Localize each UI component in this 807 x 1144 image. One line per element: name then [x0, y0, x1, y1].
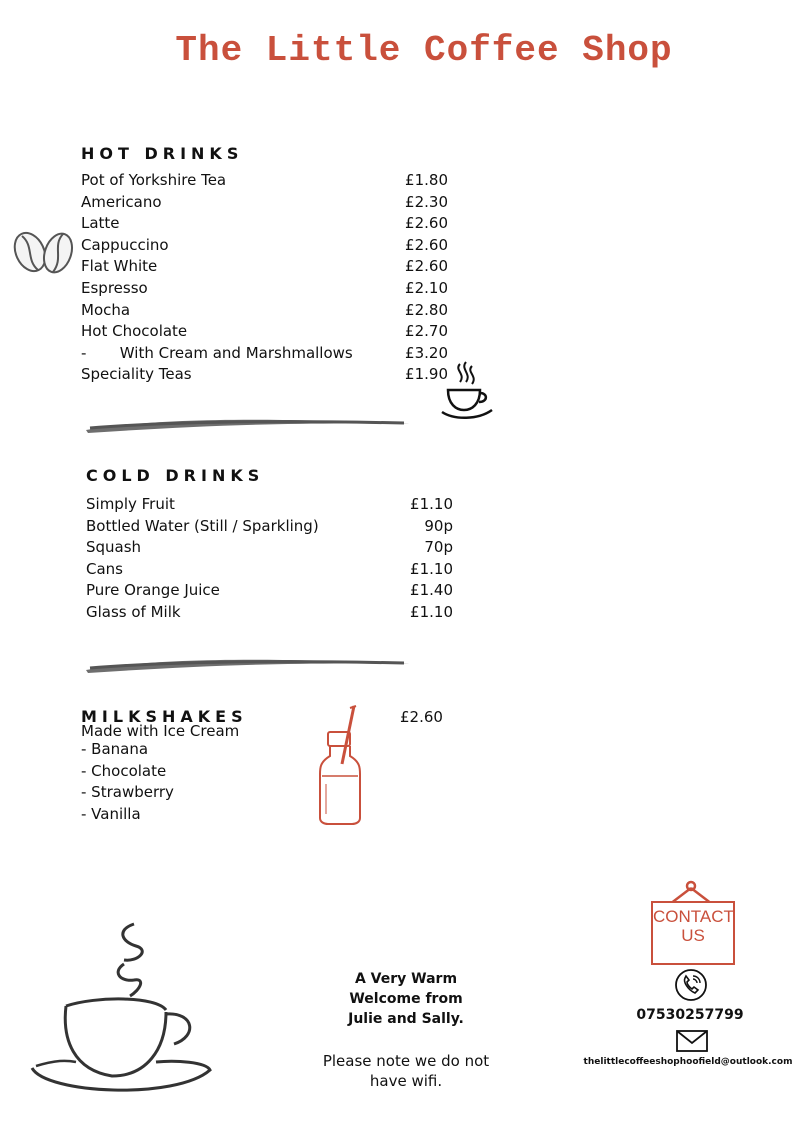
milkshakes-subtitle: Made with Ice Cream: [81, 722, 240, 740]
cold-drinks-list: [86, 494, 453, 626]
steaming-cup-icon: [440, 360, 496, 422]
menu-item-name: Simply Fruit: [86, 495, 175, 513]
menu-item-price: £1.10: [410, 603, 453, 621]
menu-item-price: £2.70: [405, 322, 448, 341]
menu-item-row: [81, 278, 448, 299]
menu-item-row: [86, 494, 453, 515]
menu-item-price: £1.40: [410, 581, 453, 600]
menu-item-name: Cans: [86, 559, 123, 578]
menu-item-row: [81, 300, 448, 321]
milkshake-flavour: - Vanilla: [81, 804, 141, 823]
large-coffee-cup-icon: [26, 920, 216, 1100]
menu-item-price: £2.60: [405, 257, 448, 276]
menu-item-price: £2.10: [405, 279, 448, 297]
wifi-note-line: Please note we do not: [322, 1052, 490, 1070]
wifi-note-line: have wifi.: [369, 1072, 443, 1090]
contact-sign-line: CONTACT: [653, 907, 734, 926]
menu-item-name: Mocha: [81, 300, 131, 319]
menu-item-name: Cappuccino: [81, 235, 169, 254]
milkshakes-price: £2.60: [400, 708, 443, 726]
menu-item-row: [81, 256, 448, 277]
contact-phone[interactable]: 07530257799: [636, 1007, 744, 1023]
wifi-note: [312, 1051, 500, 1091]
menu-item-name: Bottled Water (Still / Sparkling): [86, 516, 319, 535]
menu-item-row: [81, 213, 448, 234]
hot-drinks-list: [81, 170, 448, 390]
contact-email[interactable]: thelittlecoffeeshophoofield@outlook.com: [583, 1057, 793, 1067]
milkshakes-heading: MILKSHAKES: [81, 707, 248, 726]
menu-item-price: £2.60: [405, 214, 448, 233]
milkshake-flavour: - Strawberry: [81, 783, 174, 802]
menu-item-price: £2.80: [405, 300, 448, 319]
menu-item-price: £1.10: [410, 495, 453, 513]
milkshake-flavour: - Banana: [81, 740, 149, 758]
menu-item-name: Speciality Teas: [81, 365, 192, 384]
menu-item-name: Americano: [81, 192, 162, 211]
menu-item-name: - With Cream and Marshmallows: [81, 343, 353, 362]
contact-sign-line: US: [681, 926, 705, 945]
envelope-icon: [676, 1030, 708, 1052]
divider-brush-stroke: [84, 652, 414, 676]
menu-item-row: [86, 602, 453, 623]
milk-bottle-icon: [314, 704, 366, 828]
phone-icon: [674, 968, 708, 1002]
menu-item-row: [86, 516, 453, 537]
menu-item-name: Flat White: [81, 257, 158, 276]
menu-item-row: [86, 537, 453, 558]
menu-item-name: Squash: [86, 538, 142, 557]
hot-drinks-heading: HOT DRINKS: [81, 144, 244, 163]
welcome-message: [326, 969, 486, 1029]
page-title: The Little Coffee Shop: [175, 30, 673, 71]
divider-brush-stroke: [84, 412, 414, 436]
cold-drinks-heading: COLD DRINKS: [86, 466, 265, 485]
menu-item-price: 70p: [424, 538, 453, 557]
menu-item-price: £3.20: [405, 343, 448, 362]
welcome-line: Welcome from: [349, 991, 463, 1007]
menu-item-row: [86, 580, 453, 601]
menu-item-row: [81, 192, 448, 213]
menu-item-price: £2.30: [405, 192, 448, 211]
menu-item-name: Espresso: [81, 279, 148, 297]
menu-item-price: £2.60: [405, 235, 448, 254]
contact-us-sign: [651, 901, 735, 965]
menu-item-price: £1.90: [405, 365, 448, 384]
menu-item-price: £1.10: [410, 559, 453, 578]
menu-item-row: [81, 343, 448, 364]
milkshake-flavour: - Chocolate: [81, 761, 167, 780]
menu-item-name: Pure Orange Juice: [86, 581, 220, 600]
milkshake-flavours-list: [81, 740, 281, 830]
welcome-line: Julie and Sally.: [348, 1011, 464, 1027]
menu-item-name: Latte: [81, 214, 120, 233]
welcome-line: A Very Warm: [354, 971, 458, 987]
menu-item-row: [81, 321, 448, 342]
menu-item-price: £1.80: [405, 171, 448, 189]
menu-item-row: [81, 364, 448, 385]
menu-item-name: Pot of Yorkshire Tea: [81, 171, 227, 189]
menu-item-row: [81, 235, 448, 256]
menu-item-row: [81, 170, 448, 191]
menu-item-row: [86, 559, 453, 580]
coffee-beans-icon: [8, 228, 78, 278]
menu-item-price: 90p: [424, 516, 453, 535]
menu-item-name: Glass of Milk: [86, 603, 181, 621]
menu-item-name: Hot Chocolate: [81, 322, 188, 341]
